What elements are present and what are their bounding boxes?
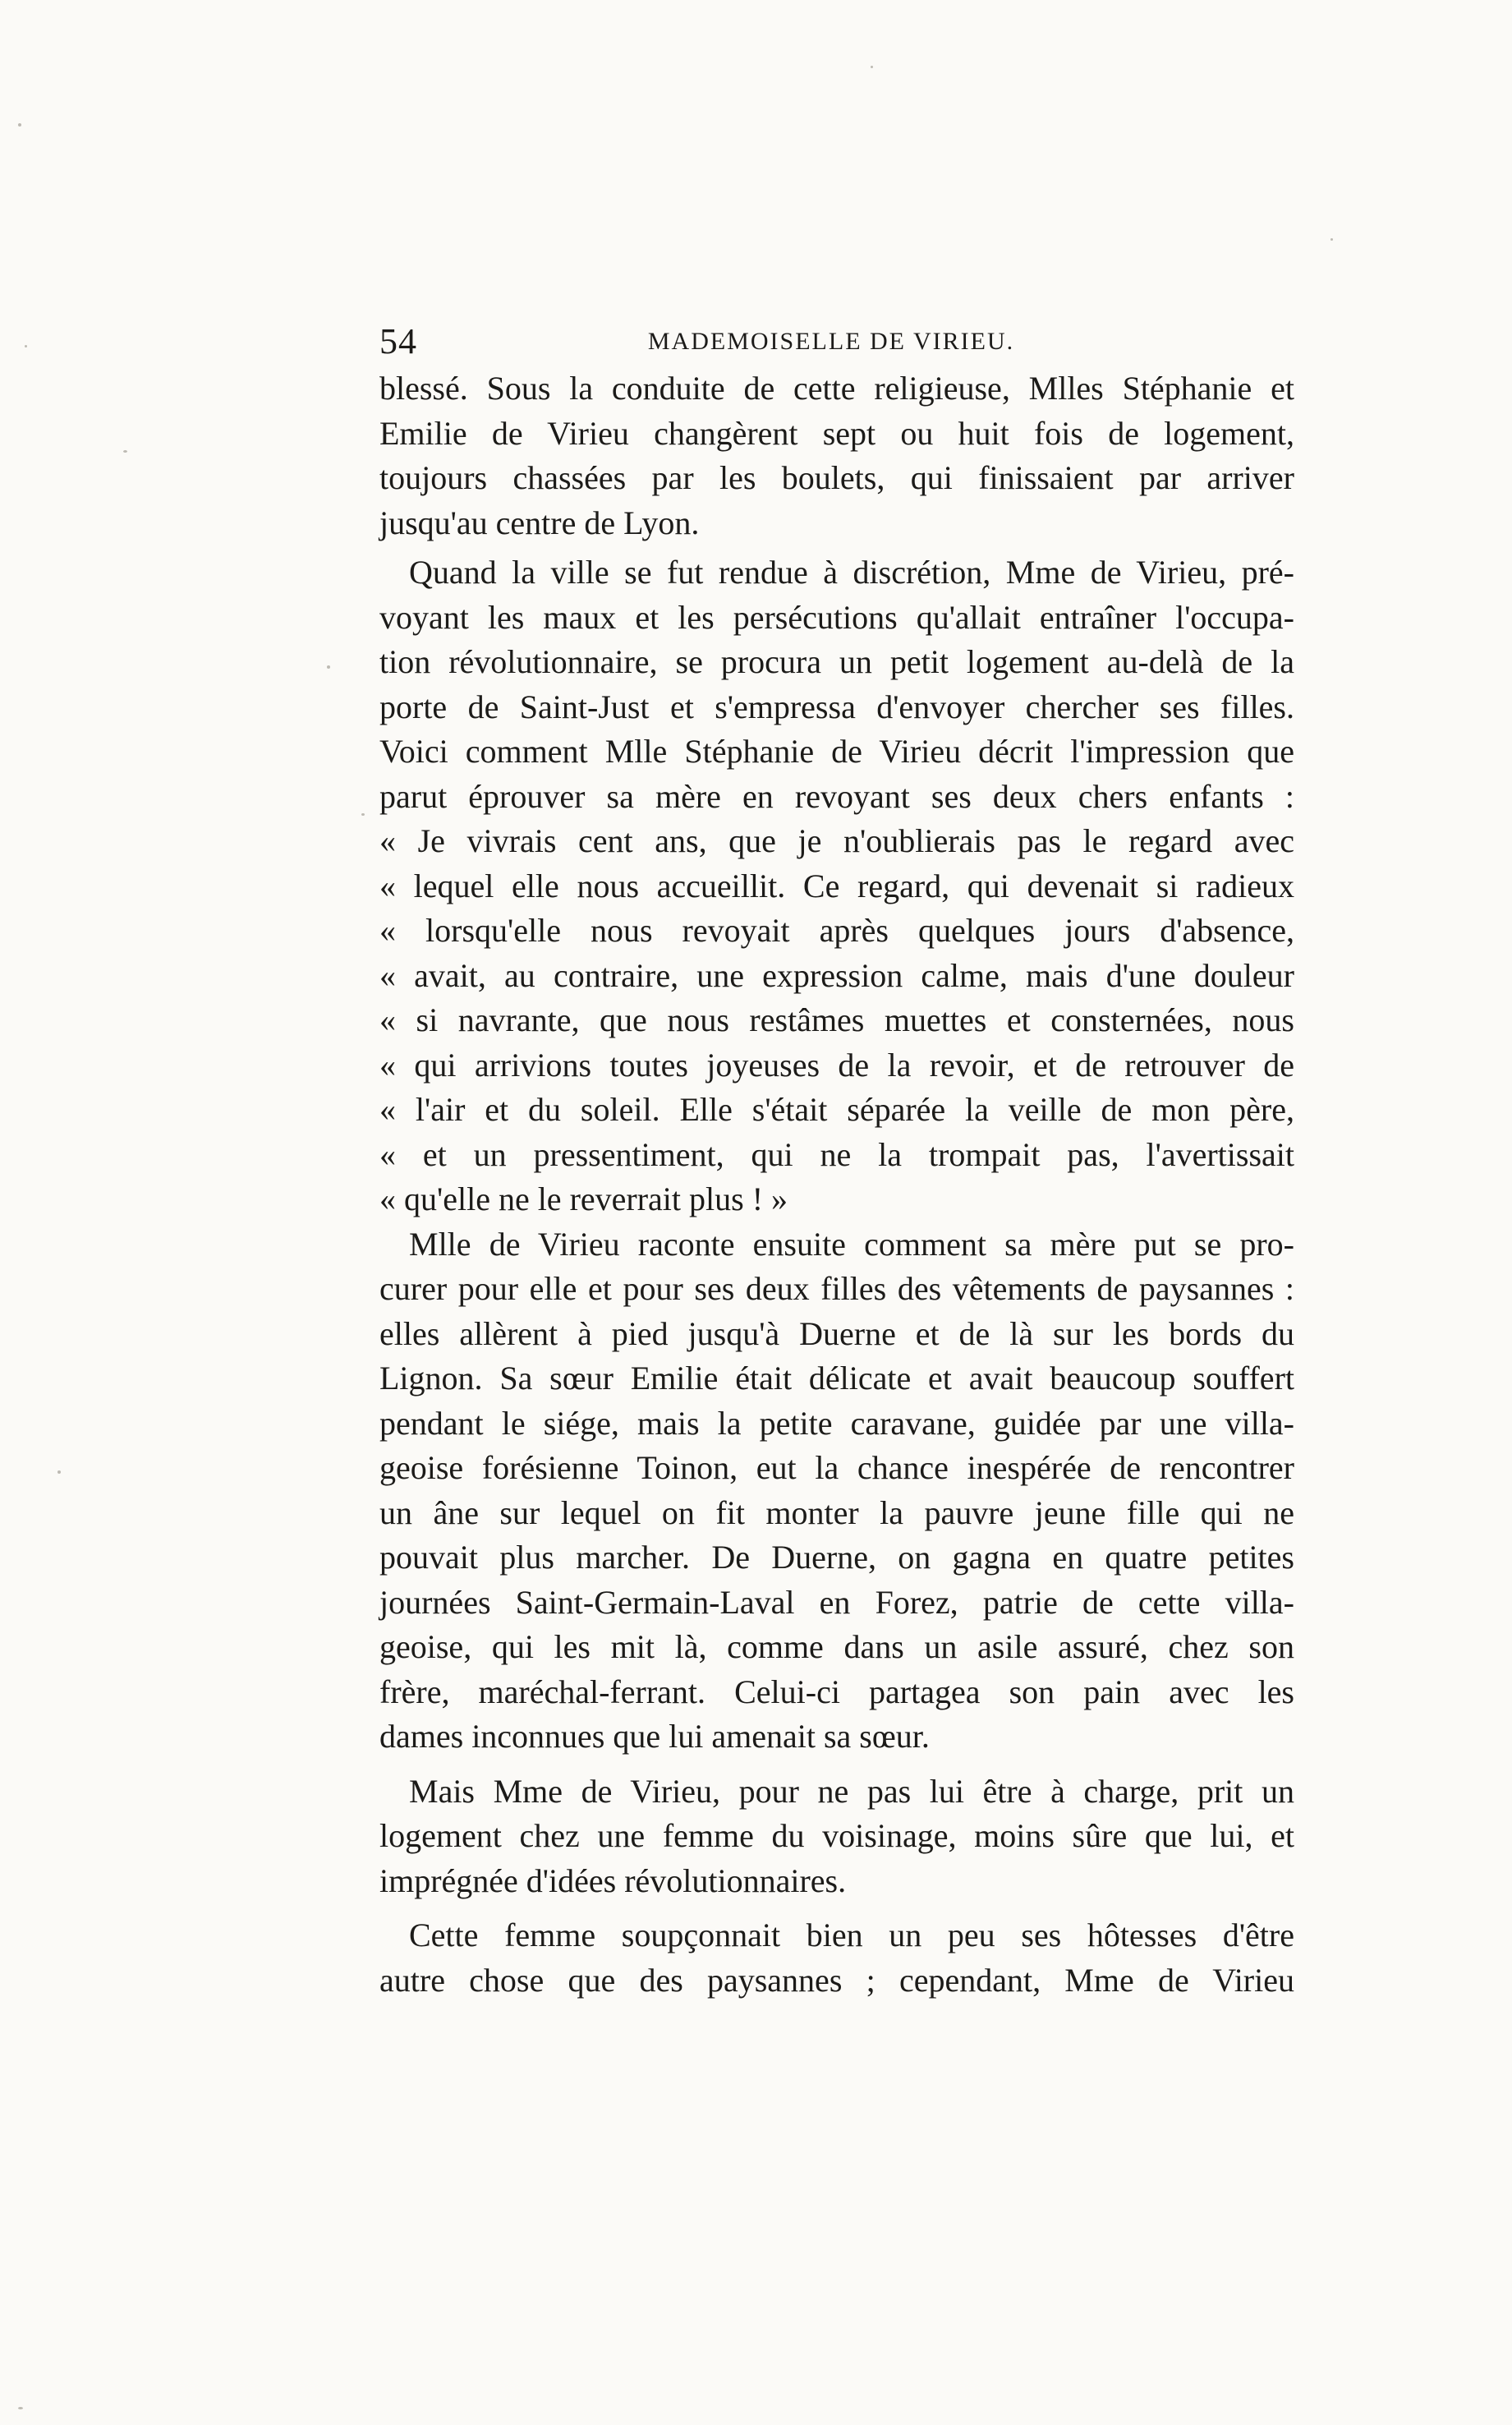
text-line: curer pour elle et pour ses deux filles des vêtements de paysannes : xyxy=(379,1270,1294,1307)
text-line: journées Saint-Germain-Laval en Forez, patrie de cette villa- xyxy=(379,1583,1294,1621)
text-line: porte de Saint-Just et s'empressa d'envoyer chercher ses filles. xyxy=(379,688,1294,725)
text-line: un âne sur lequel on fit monter la pauvre jeune fille qui ne xyxy=(379,1493,1294,1531)
quote-line: « si navrante, que nous restâmes muettes et consternées, nous xyxy=(379,1001,1294,1038)
paper-speck xyxy=(57,1470,61,1474)
running-title: MADEMOISELLE DE VIRIEU. xyxy=(647,328,1015,355)
paper-speck xyxy=(18,123,21,127)
paper-speck xyxy=(123,450,127,453)
quote-line: « avait, au contraire, une expression calme, mais d'une douleur xyxy=(379,956,1294,994)
text-line: pendant le siége, mais la petite caravane, guidée par une villa- xyxy=(379,1404,1294,1442)
text-line: imprégnée d'idées révolutionnaires. xyxy=(379,1861,847,1899)
text-line: jusqu'au centre de Lyon. xyxy=(379,504,700,541)
text-line: autre chose que des paysannes ; cependant, Mme de Virieu xyxy=(379,1961,1294,1999)
paper-speck xyxy=(18,2407,23,2409)
text-line: Quand la ville se fut rendue à discrétion, Mme de Virieu, pré- xyxy=(409,554,1294,591)
text-line: toujours chassées par les boulets, qui finissaient par arriver xyxy=(379,459,1294,496)
paper-speck xyxy=(361,813,365,816)
text-line: dames inconnues que lui amenait sa sœur. xyxy=(379,1718,930,1755)
quote-line: « Je vivrais cent ans, que je n'oublierais pas le regard avec xyxy=(379,822,1294,859)
quote-line: « lorsqu'elle nous revoyait après quelques jours d'absence, xyxy=(379,912,1294,949)
text-line: tion révolutionnaire, se procura un petit logement au-delà de la xyxy=(379,643,1294,680)
paper-speck xyxy=(871,66,873,68)
text-line: Emilie de Virieu changèrent sept ou huit fois de logement, xyxy=(379,414,1294,452)
text-line: voyant les maux et les persécutions qu'allait entraîner l'occupa- xyxy=(379,598,1294,636)
paper-speck xyxy=(25,345,27,347)
quote-line: « lequel elle nous accueillit. Ce regard, qui devenait si radieux xyxy=(379,867,1294,904)
text-line: Mais Mme de Virieu, pour ne pas lui être à charge, prit un xyxy=(409,1772,1294,1810)
text-line: Voici comment Mlle Stéphanie de Virieu décrit l'impression que xyxy=(379,733,1294,770)
text-line: parut éprouver sa mère en revoyant ses deux chers enfants : xyxy=(379,777,1294,815)
text-line: Mlle de Virieu raconte ensuite comment sa mère put se pro- xyxy=(409,1225,1294,1263)
text-line: Cette femme soupçonnait bien un peu ses hôtesses d'être xyxy=(409,1917,1294,1953)
paper-speck xyxy=(1330,238,1333,241)
text-line: geoise, qui les mit là, comme dans un asile assuré, chez son xyxy=(379,1628,1294,1665)
quote-line: « qu'elle ne le reverrait plus ! » xyxy=(379,1180,788,1217)
paper-speck xyxy=(327,665,330,669)
quote-line: « l'air et du soleil. Elle s'était séparée la veille de mon père, xyxy=(379,1091,1294,1128)
page-number: 54 xyxy=(379,321,417,361)
text-line: pouvait plus marcher. De Duerne, on gagna en quatre petites xyxy=(379,1539,1294,1576)
text-line: geoise forésienne Toinon, eut la chance inespérée de rencontrer xyxy=(379,1449,1294,1486)
body-text xyxy=(379,366,1294,2003)
page-header xyxy=(379,319,1294,365)
text-line: blessé. Sous la conduite de cette religieuse, Mlles Stéphanie et xyxy=(379,370,1294,407)
quote-line: « qui arrivions toutes joyeuses de la revoir, et de retrouver de xyxy=(379,1046,1294,1084)
text-line: elles allèrent à pied jusqu'à Duerne et de là sur les bords du xyxy=(379,1314,1294,1352)
quote-line: « et un pressentiment, qui ne la trompait pas, l'avertissait xyxy=(379,1135,1294,1173)
text-line: Lignon. Sa sœur Emilie était délicate et avait beaucoup souffert xyxy=(379,1360,1294,1397)
text-line: logement chez une femme du voisinage, moins sûre que lui, et xyxy=(379,1817,1294,1854)
text-line: frère, maréchal-ferrant. Celui-ci partagea son pain avec les xyxy=(379,1673,1294,1710)
